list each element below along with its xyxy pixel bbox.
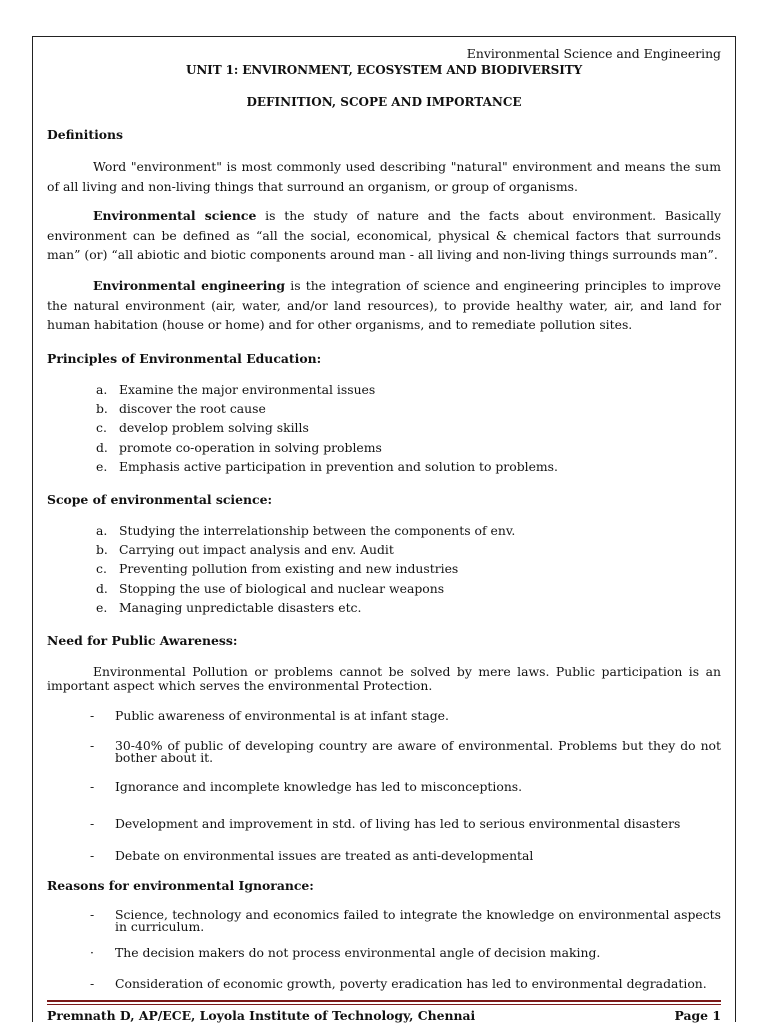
list-item: e. Emphasis active participation in prevention and solution to problems. xyxy=(96,458,558,474)
ignorance-heading: Reasons for environmental Ignorance: xyxy=(47,878,314,893)
list-item: · The decision makers do not process environmental angle of decision making. xyxy=(90,945,601,960)
list-item: a. Examine the major environmental issues xyxy=(96,382,376,397)
list-item: c. develop problem solving skills xyxy=(96,420,309,436)
list-item: d. Stopping the use of biological and nuclear weapons xyxy=(96,580,445,596)
definition-paragraph-environmental-engineering xyxy=(47,276,721,335)
term-environmental-science: Environmental science xyxy=(93,208,257,223)
list-item: b. discover the root cause xyxy=(96,401,266,417)
awareness-heading: Need for Public Awareness: xyxy=(47,633,238,648)
list-item: e. Managing unpredictable disasters etc. xyxy=(96,599,362,615)
principles-heading: Principles of Environmental Education: xyxy=(47,351,322,366)
list-item: - Ignorance and incomplete knowledge has led to misconceptions. xyxy=(90,779,523,794)
definition-paragraph-environmental-science xyxy=(47,206,721,265)
scope-heading: Scope of environmental science: xyxy=(47,492,273,507)
definition-text-environmental-science: is the study of nature and the facts about environment. Basically environment can be defined as “all the social, economical, physical & chemical factors that surrounds man” (or) “all abiotic and biotic components around man - all living and non-living things surrounds man”. xyxy=(47,208,721,263)
principles-list xyxy=(47,380,721,476)
list-item: - Public awareness of environmental is at infant stage. xyxy=(90,708,449,723)
definitions-heading: Definitions xyxy=(47,127,124,142)
section-title: DEFINITION, SCOPE AND IMPORTANCE xyxy=(246,95,522,109)
list-item: - Science, technology and economics failed to integrate the knowledge on environmental aspects in curriculum. xyxy=(90,907,721,935)
definition-text-environmental-engineering: is the integration of science and engineering principles to improve the natural environment (air, water, and/or land resources), to provide healthy water, air, and land for human habitation (house or home) and for other organisms, and to remediate pollution sites. xyxy=(47,278,721,333)
footer-rule-thin xyxy=(47,1004,721,1005)
list-item: a. Studying the interrelationship between the components of env. xyxy=(96,523,516,538)
scope-list xyxy=(47,521,721,617)
term-environmental-engineering: Environmental engineering xyxy=(93,278,286,293)
footer-rule xyxy=(47,1000,721,1002)
list-item: c. Preventing pollution from existing and new industries xyxy=(96,561,459,577)
list-item: - Consideration of economic growth, poverty eradication has led to environmental degradation. xyxy=(90,976,707,991)
footer-page-number: Page 1 xyxy=(674,1008,721,1023)
list-item: b. Carrying out impact analysis and env. Audit xyxy=(96,542,394,558)
footer-author: Premnath D, AP/ECE, Loyola Institute of Technology, Chennai xyxy=(47,1008,476,1023)
list-item: - Debate on environmental issues are treated as anti-developmental xyxy=(90,848,534,863)
definition-paragraph-environment: Word "environment" is most commonly used describing "natural" environment and means the sum of all living and non-living things that surround an organism, or group of organisms. xyxy=(47,159,721,194)
awareness-intro-paragraph: Environmental Pollution or problems cannot be solved by mere laws. Public participation is an important aspect which serves the environmental Protection. xyxy=(47,664,721,693)
list-item: d. promote co-operation in solving problems xyxy=(96,439,382,455)
list-item: - Development and improvement in std. of living has led to serious environmental disasters xyxy=(90,816,681,831)
unit-title: UNIT 1: ENVIRONMENT, ECOSYSTEM AND BIODIVERSITY xyxy=(185,63,583,77)
running-header: Environmental Science and Engineering xyxy=(466,46,721,61)
list-item: - 30-40% of public of developing country are aware of environmental. Problems but they do not bother about it. xyxy=(90,738,721,766)
